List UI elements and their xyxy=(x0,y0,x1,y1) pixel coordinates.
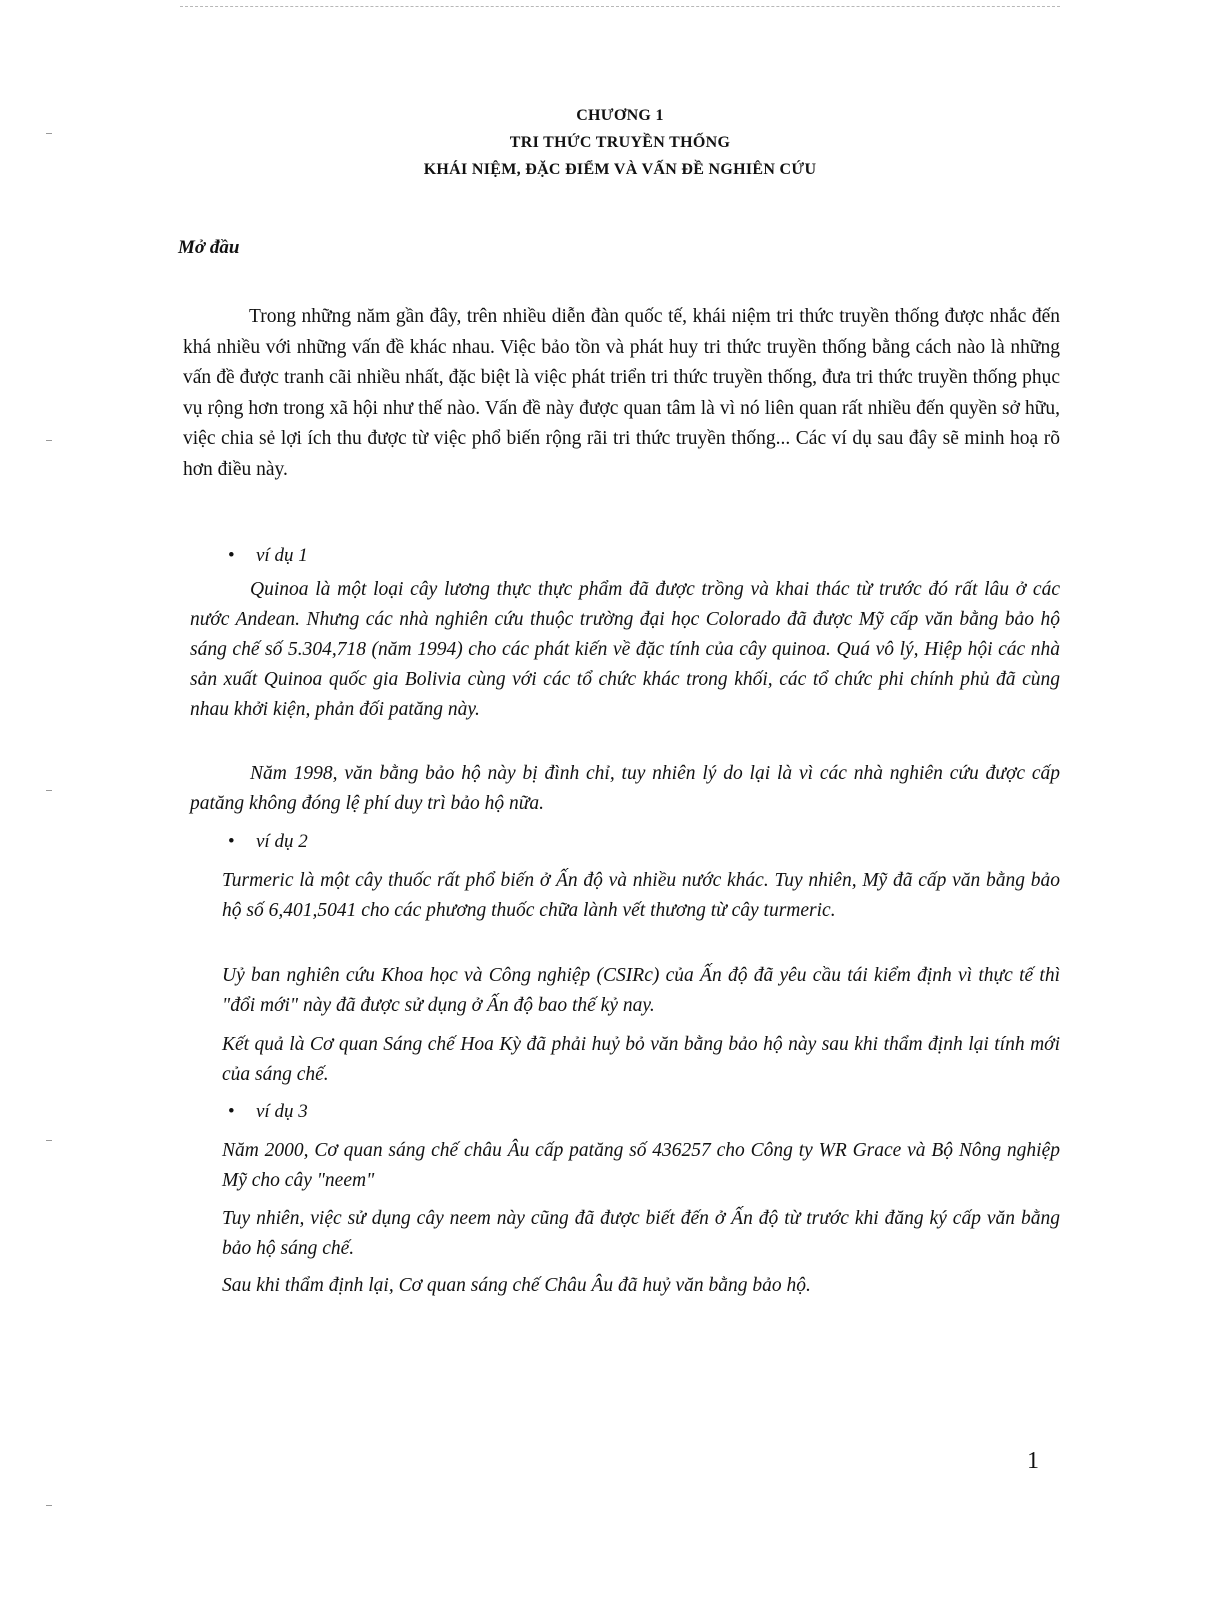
example-bullet xyxy=(228,1101,308,1123)
example-paragraph: Uỷ ban nghiên cứu Khoa học và Công nghiệp (CSIRc) của Ấn độ đã yêu cầu tái kiểm định vì thực tế thì "đổi mới" này đã được sử dụng ở Ấn độ bao thế kỷ nay. xyxy=(222,965,1060,1016)
scan-margin-mark xyxy=(46,1505,52,1506)
example-paragraph: Sau khi thẩm định lại, Cơ quan sáng chế Châu Âu đã huỷ văn bằng bảo hộ. xyxy=(222,1275,811,1296)
chapter-number: CHƯƠNG 1 xyxy=(576,107,664,124)
bullet-dot: • xyxy=(228,545,235,566)
intro-heading: Mở đầu xyxy=(178,237,240,258)
example-label: ví dụ 3 xyxy=(256,1101,308,1122)
example-label: ví dụ 2 xyxy=(256,831,308,852)
chapter-title: TRI THỨC TRUYỀN THỐNG xyxy=(509,134,731,151)
scan-edge-line xyxy=(180,6,1060,7)
example-paragraph: Quinoa là một loại cây lương thực thực phẩm đã được trồng và khai thác từ trước đó rất lâu ở các nước Andean. Nhưng các nhà nghiên cứu thuộc trường đại học Colorado đã được Mỹ cấp văn bằng bảo hộ sáng chế số 5.304,718 (năm 1994) cho các phát kiến về đặc tính của cây quinoa. Quá vô lý, Hiệp hội các nhà sản xuất Quinoa quốc gia Bolivia cùng với các tổ chức khác trong khối, các tổ chức phi chính phủ đã cùng nhau khởi kiện, phản đối patăng này. xyxy=(190,579,1060,720)
scan-margin-mark xyxy=(46,790,52,791)
scan-margin-mark xyxy=(46,1140,52,1141)
example-paragraph: Tuy nhiên, việc sử dụng cây neem này cũng đã được biết đến ở Ấn độ từ trước khi đăng ký cấp văn bằng bảo hộ sáng chế. xyxy=(222,1208,1060,1259)
scan-margin-mark xyxy=(46,440,52,441)
example-paragraph: Turmeric là một cây thuốc rất phổ biến ở Ấn độ và nhiều nước khác. Tuy nhiên, Mỹ đã cấp văn bằng bảo hộ số 6,401,5041 cho các phương thuốc chữa lành vết thương từ cây turmeric. xyxy=(222,870,1060,921)
example-bullet xyxy=(228,545,308,567)
example-label: ví dụ 1 xyxy=(256,545,308,566)
example-bullet xyxy=(228,831,308,853)
example-paragraph: Năm 2000, Cơ quan sáng chế châu Âu cấp patăng số 436257 cho Công ty WR Grace và Bộ Nông nghiệp Mỹ cho cây "neem" xyxy=(222,1140,1060,1191)
example-paragraph: Năm 1998, văn bằng bảo hộ này bị đình chỉ, tuy nhiên lý do lại là vì các nhà nghiên cứu được cấp patăng không đóng lệ phí duy trì bảo hộ nữa. xyxy=(190,763,1060,814)
chapter-subtitle: KHÁI NIỆM, ĐẶC ĐIỂM VÀ VẤN ĐỀ NGHIÊN CỨU xyxy=(423,161,817,178)
example-paragraph: Kết quả là Cơ quan Sáng chế Hoa Kỳ đã phải huỷ bỏ văn bằng bảo hộ này sau khi thẩm định lại tính mới của sáng chế. xyxy=(222,1034,1060,1085)
page-number: 1 xyxy=(1027,1448,1039,1474)
scan-margin-mark xyxy=(46,133,52,134)
bullet-dot: • xyxy=(228,831,235,852)
intro-paragraph: Trong những năm gần đây, trên nhiều diễn đàn quốc tế, khái niệm tri thức truyền thống được nhắc đến khá nhiều với những vấn đề khác nhau. Việc bảo tồn và phát huy tri thức truyền thống bằng cách nào là những vấn đề được tranh cãi nhiều nhất, đặc biệt là việc phát triển tri thức truyền thống, đưa tri thức truyền thống phục vụ rộng hơn trong xã hội như thế nào. Vấn đề này được quan tâm là vì nó liên quan rất nhiều đến quyền sở hữu, việc chia sẻ lợi ích thu được từ việc phổ biến rộng rãi tri thức truyền thống... Các ví dụ sau đây sẽ minh hoạ rõ hơn điều này. xyxy=(183,306,1060,480)
bullet-dot: • xyxy=(228,1101,235,1122)
